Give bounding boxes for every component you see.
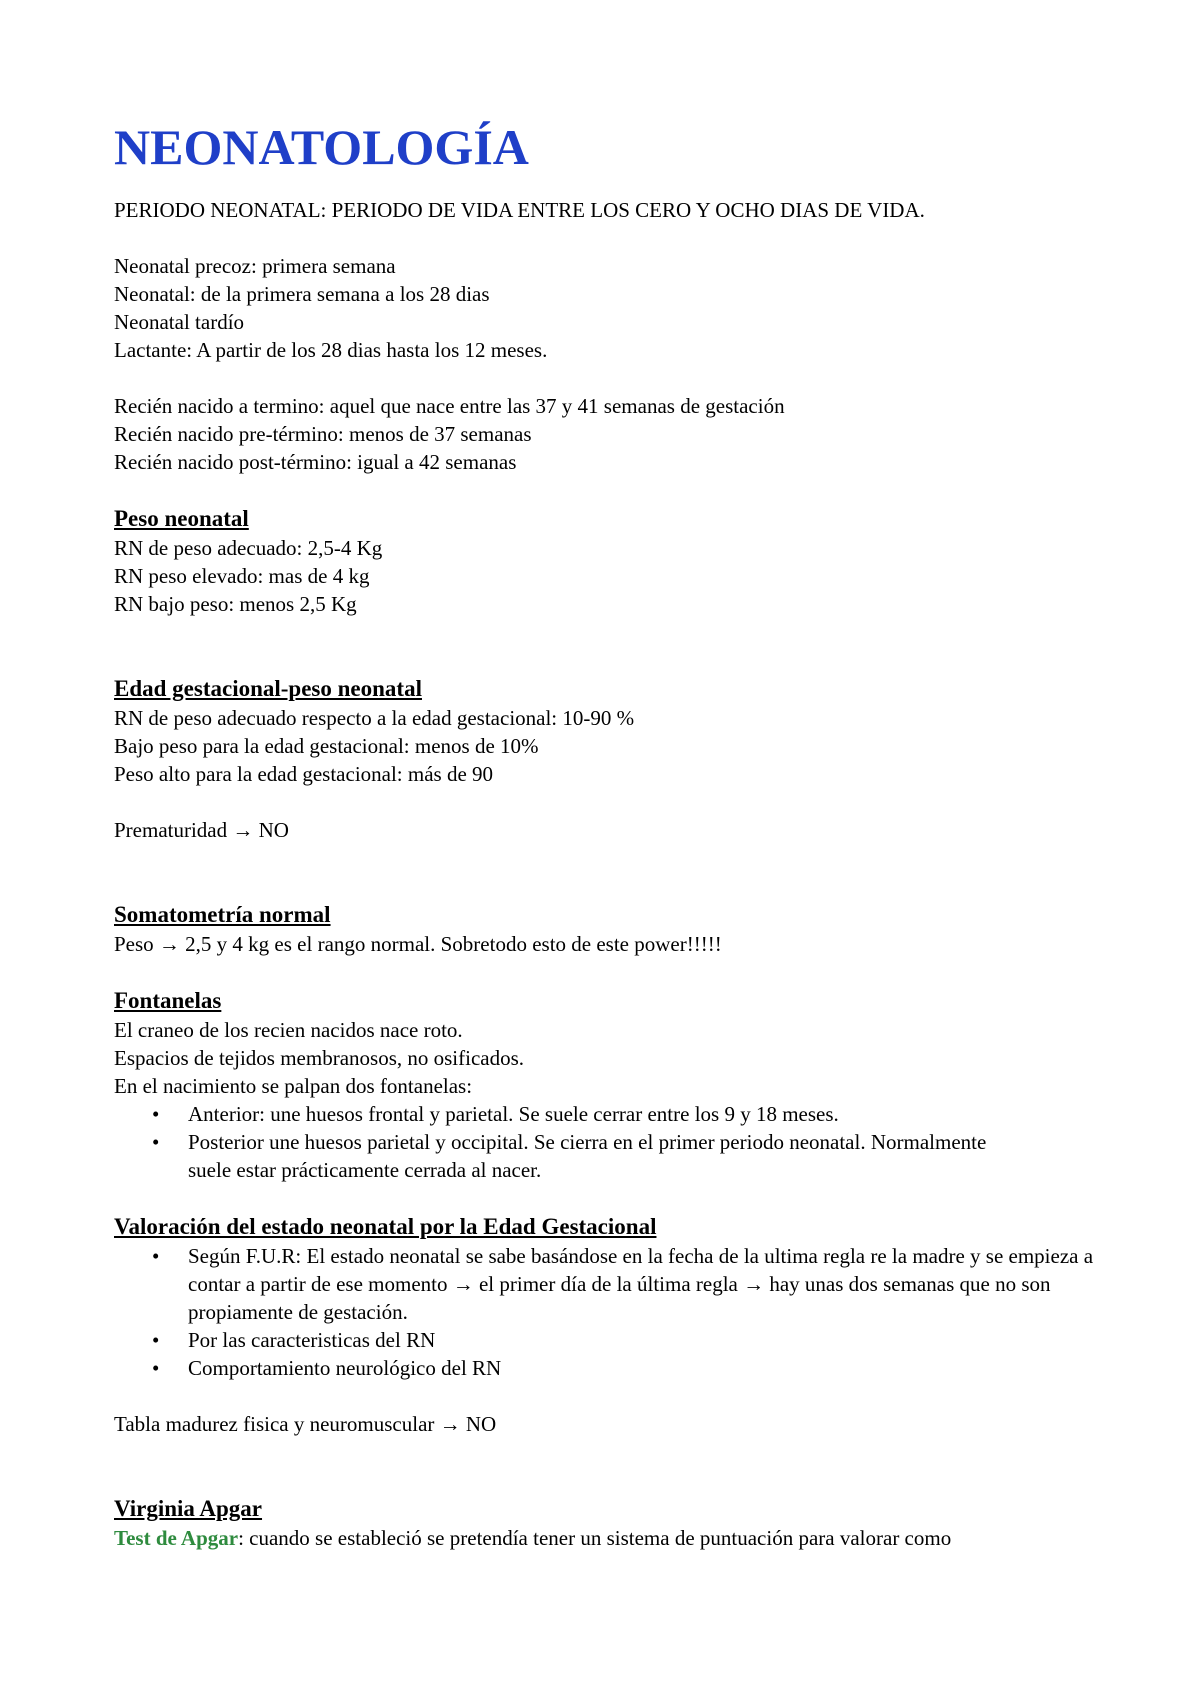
peso-line: RN bajo peso: menos 2,5 Kg [114, 592, 357, 616]
section-heading-edad: Edad gestacional-peso neonatal [114, 676, 422, 701]
newborn-line: Recién nacido post-término: igual a 42 semanas [114, 450, 517, 474]
valoracion-list [114, 1242, 1114, 1382]
section-heading-fontanelas: Fontanelas [114, 988, 222, 1013]
fontanelas-line: Espacios de tejidos membranosos, no osificados. [114, 1046, 525, 1070]
list-item-text: Posterior une huesos parietal y occipital. Se cierra en el primer periodo neonatal. Normalmente suele estar prácticamente cerrada al nacer. [188, 1130, 987, 1182]
bullet-marker: • [152, 1356, 160, 1380]
section-heading-somato: Somatometría normal [114, 902, 331, 927]
newborn-line: Recién nacido a termino: aquel que nace entre las 37 y 41 semanas de gestación [114, 394, 785, 418]
bullet-marker: • [152, 1130, 160, 1154]
page-title: NEONATOLOGÍA [114, 119, 529, 175]
list-item-text: Anterior: une huesos frontal y parietal. Se suele cerrar entre los 9 y 18 meses. [188, 1102, 839, 1126]
list-item-text: Por las caracteristicas del RN [188, 1328, 436, 1352]
valoracion-note: Tabla madurez fisica y neuromuscular → NO [114, 1412, 497, 1436]
newborn-line: Recién nacido pre-término: menos de 37 semanas [114, 422, 532, 446]
intro-text: PERIODO NEONATAL: PERIODO DE VIDA ENTRE LOS CERO Y OCHO DIAS DE VIDA. [114, 198, 925, 222]
list-item [152, 1242, 1103, 1326]
edad-line: Peso alto para la edad gestacional: más de 90 [114, 762, 494, 786]
peso-line: RN de peso adecuado: 2,5-4 Kg [114, 536, 383, 560]
bullet-marker: • [152, 1102, 160, 1126]
list-item [152, 1326, 1114, 1354]
list-item-text: Según F.U.R: El estado neonatal se sabe basándose en la fecha de la ultima regla re la madre y se empieza a contar a partir de ese momento → el primer día de la última regla → hay unas dos semanas que no son propiamente de gestación. [188, 1244, 1094, 1324]
edad-line: RN de peso adecuado respecto a la edad gestacional: 10-90 % [114, 706, 635, 730]
somato-line: Peso → 2,5 y 4 kg es el rango normal. Sobretodo esto de este power!!!!! [114, 932, 722, 956]
list-item [152, 1128, 988, 1184]
edad-note: Prematuridad → NO [114, 818, 289, 842]
list-item-text: Comportamiento neurológico del RN [188, 1356, 502, 1380]
fontanelas-line: El craneo de los recien nacidos nace roto. [114, 1018, 463, 1042]
edad-line: Bajo peso para la edad gestacional: menos de 10% [114, 734, 539, 758]
peso-line: RN peso elevado: mas de 4 kg [114, 564, 370, 588]
apgar-line [114, 1524, 1114, 1552]
fontanelas-line: En el nacimiento se palpan dos fontanelas: [114, 1074, 473, 1098]
document-page [114, 118, 1114, 1552]
bullet-marker: • [152, 1244, 160, 1268]
apgar-text: : cuando se estableció se pretendía tener un sistema de puntuación para valorar como [238, 1526, 952, 1550]
list-item [152, 1354, 1114, 1382]
section-heading-peso: Peso neonatal [114, 506, 249, 531]
list-item [152, 1100, 1114, 1128]
period-line: Neonatal precoz: primera semana [114, 254, 396, 278]
bullet-marker: • [152, 1328, 160, 1352]
fontanelas-list [114, 1100, 1114, 1184]
section-heading-valoracion: Valoración del estado neonatal por la Edad Gestacional [114, 1214, 657, 1239]
period-line: Lactante: A partir de los 28 dias hasta los 12 meses. [114, 338, 548, 362]
section-heading-apgar: Virginia Apgar [114, 1496, 263, 1521]
period-line: Neonatal: de la primera semana a los 28 dias [114, 282, 490, 306]
period-line: Neonatal tardío [114, 310, 245, 334]
apgar-highlight: Test de Apgar [114, 1526, 239, 1550]
